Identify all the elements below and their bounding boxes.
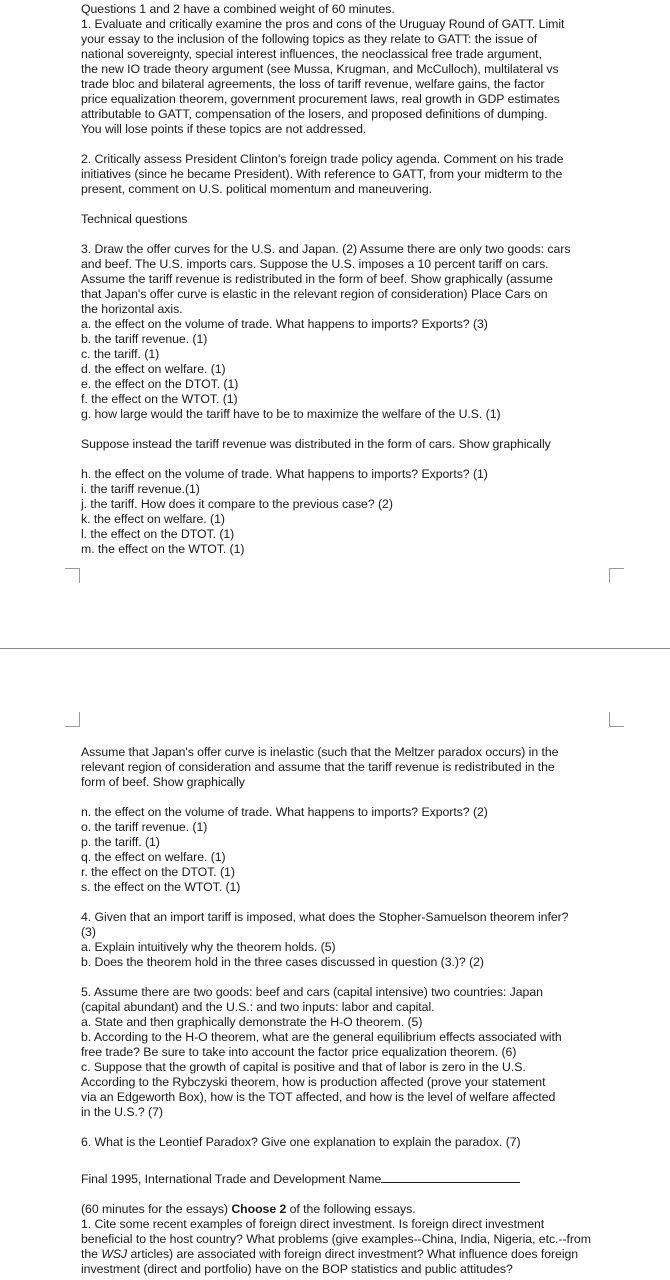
final-title: Final 1995, International Trade and Development [81, 1172, 346, 1186]
q3-item: n. the effect on the volume of trade. What happens to imports? Exports? (2) [81, 805, 488, 819]
q3-item: f. the effect on the WTOT. (1) [81, 392, 238, 406]
q3-item: h. the effect on the volume of trade. What happens to imports? Exports? (1) [81, 467, 488, 481]
question-6: 6. What is the Leontief Paradox? Give one explanation to explain the paradox. (7) [81, 1135, 521, 1149]
q3-item: c. the tariff. (1) [81, 347, 160, 361]
q3-item: l. the effect on the DTOT. (1) [81, 527, 235, 541]
margin-corner-bottom-left [65, 568, 80, 583]
q3-item: o. the tariff revenue. (1) [81, 820, 208, 834]
q3-item: p. the tariff. (1) [81, 835, 160, 849]
page-2-content [81, 745, 621, 1277]
q3-item: m. the effect on the WTOT. (1) [81, 542, 245, 556]
technical-heading: Technical questions [81, 212, 188, 226]
name-label: Name [348, 1172, 382, 1186]
q3-item: q. the effect on welfare. (1) [81, 850, 226, 864]
q3-item: b. the tariff revenue. (1) [81, 332, 208, 346]
margin-corner-bottom-right [609, 568, 624, 583]
q3-item: d. the effect on welfare. (1) [81, 362, 226, 376]
q3-item: e. the effect on the DTOT. (1) [81, 377, 239, 391]
q3-suppose: Suppose instead the tariff revenue was distributed in the form of cars. Show graphically [81, 437, 551, 451]
intro-text: Questions 1 and 2 have a combined weight of 60 minutes. [81, 2, 395, 16]
question-4: 4. Given that an import tariff is imposed, what does the Stopher-Samuelson theorem infer? (3) [81, 910, 569, 939]
question-2: 2. Critically assess President Clinton's foreign trade policy agenda. Comment on his trade initiatives (since he became President). With reference to GATT, from your midterm to the present, comment on U.S. political momentum and maneuvering. [81, 152, 564, 196]
name-field [381, 1171, 520, 1183]
essays-instruction: (60 minutes for the essays) Choose 2 of the following essays. [81, 1202, 416, 1216]
q3-item: j. the tariff. How does it compare to the previous case? (2) [81, 497, 393, 511]
q3-item: s. the effect on the WTOT. (1) [81, 880, 241, 894]
q5-item: a. State and then graphically demonstrate the H-O theorem. (5) [81, 1015, 423, 1029]
page-1-content [81, 2, 621, 557]
question-1: 1. Evaluate and critically examine the pros and cons of the Uruguay Round of GATT. Limit your essay to the inclusion of the following topics as they relate to GATT: the issue of national sovereignty, special interest influences, the neoclassical free trade argument, the new IO trade theory argument (see Mussa, Krugman, and McCulloch), multilateral vs trade bloc and bilateral agreements, the loss of tariff revenue, welfare gains, the factor price equalization theorem, government procurement laws, real growth in GDP estimates attributable to GATT, compensation of the losers, and proposed definitions of dumping. You will lose points if these topics are not addressed. [81, 17, 565, 136]
final-title-line [81, 1171, 621, 1187]
q3-item: g. how large would the tariff have to be to maximize the welfare of the U.S. (1) [81, 407, 501, 421]
essay-1: 1. Cite some recent examples of foreign direct investment. Is foreign direct investment beneficial to the host country? What problems (give examples--China, India, Nigeria, etc.--from the WSJ articles) are associated with foreign direct investment? What influence does foreign investment (direct and portfolio) have on the BOP statistics and public attitudes? [81, 1217, 591, 1276]
page-2 [0, 652, 670, 1280]
question-5: 5. Assume there are two goods: beef and cars (capital intensive) two countries: Japan (capital abundant) and the U.S.: and two inputs: labor and capital. [81, 985, 543, 1014]
q5-item: b. According to the H-O theorem, what are the general equilibrium effects associated with free trade? Be sure to take into account the factor price equalization theorem. (6) [81, 1030, 562, 1059]
q4-item: a. Explain intuitively why the theorem holds. (5) [81, 940, 336, 954]
margin-corner-top-left [65, 712, 80, 727]
q3-item: i. the tariff revenue.(1) [81, 482, 200, 496]
choose-count: Choose 2 [231, 1202, 287, 1216]
wsj-title: WSJ [101, 1247, 128, 1261]
q4-item: b. Does the theorem hold in the three cases discussed in question (3.)? (2) [81, 955, 484, 969]
q3-item: k. the effect on welfare. (1) [81, 512, 225, 526]
question-3: 3. Draw the offer curves for the U.S. and Japan. (2) Assume there are only two goods: cars and beef. The U.S. imports cars. Suppose the U.S. imposes a 10 percent tariff on cars. Assume the tariff revenue is redistributed in the form of beef. Show graphically (assume that Japan's offer curve is elastic in the relevant region of consideration) Place Cars on the horizontal axis. [81, 242, 571, 316]
q5-item: c. Suppose that the growth of capital is positive and that of labor is zero in the U.S. According to the Rybczyski theorem, how is production affected (prove your statement via an Edgeworth Box), how is the TOT affected, and how is the level of welfare affected in the U.S.? (7) [81, 1060, 556, 1119]
q3-item: r. the effect on the DTOT. (1) [81, 865, 235, 879]
q3-item: a. the effect on the volume of trade. What happens to imports? Exports? (3) [81, 317, 488, 331]
assume-text: Assume that Japan's offer curve is inelastic (such that the Meltzer paradox occurs) in the relevant region of consideration and assume that the tariff revenue is redistributed in the form of beef. Show graphically [81, 745, 559, 789]
margin-corner-top-right [609, 712, 624, 727]
